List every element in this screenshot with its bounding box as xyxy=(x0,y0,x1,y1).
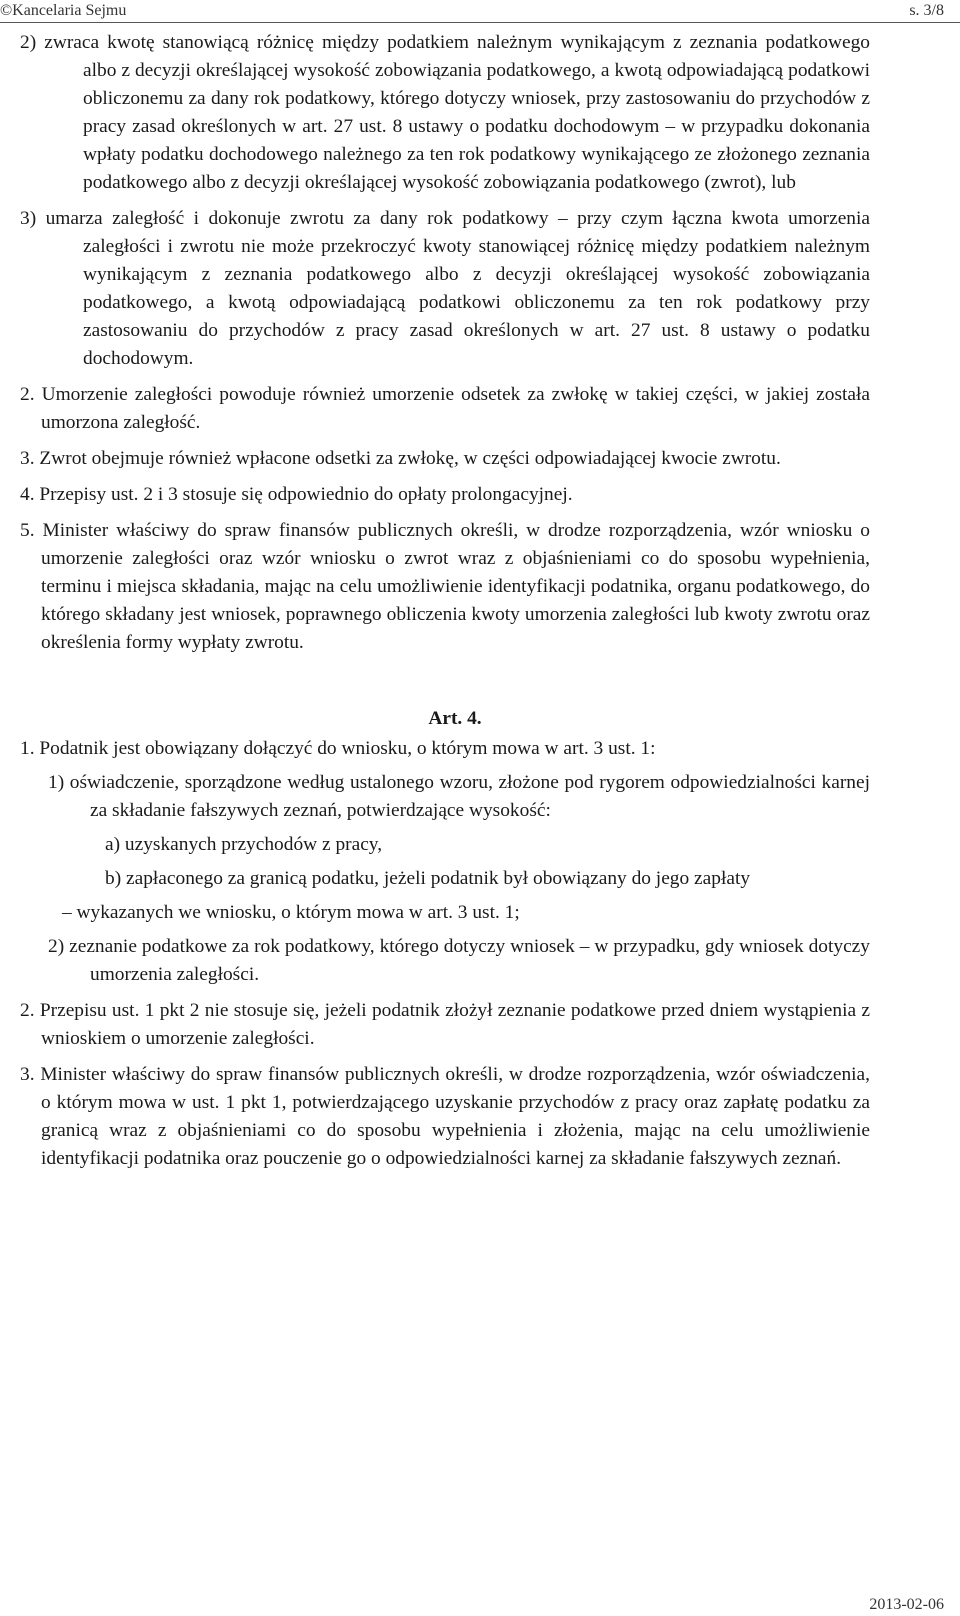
document-body xyxy=(20,29,870,1173)
art4-letter-b: b) zapłaconego za granicą podatku, jeżeli podatnik był obowiązany do jego zapłaty xyxy=(105,868,751,889)
art4-point-1: 1) oświadczenie, sporządzone według ustalonego wzoru, złożone pod rygorem odpowiedzialności karnej za składanie fałszywych zeznań, potwierdzające wysokość: xyxy=(48,772,870,821)
paragraph-2: 2. Umorzenie zaległości powoduje również umorzenie odsetek za zwłokę w takiej części, w jakiej została umorzona zaległość. xyxy=(20,384,870,433)
paragraph-3: 3. Zwrot obejmuje również wpłacone odsetki za zwłokę, w części odpowiadającej kwocie zwrotu. xyxy=(20,448,781,469)
paragraph-5: 5. Minister właściwy do spraw finansów publicznych określi, w drodze rozporządzenia, wzór wniosku o umorzenie zaległości oraz wzór wniosku o zwrot wraz z objaśnieniami co do sposobu wypełnienia, terminu i miejsca składania, mając na celu umożliwienie identyfikacji podatnika, organu podatkowego, do którego składany jest wniosek, poprawnego obliczenia kwoty umorzenia zaległości lub kwoty zwrotu oraz określenia formy wypłaty zwrotu. xyxy=(20,520,870,653)
paragraph-4: 4. Przepisy ust. 2 i 3 stosuje się odpowiednio do opłaty prolongacyjnej. xyxy=(20,484,573,505)
art4-paragraph-2: 2. Przepisu ust. 1 pkt 2 nie stosuje się, jeżeli podatnik złożył zeznanie podatkowe przed dniem wystąpienia z wnioskiem o umorzenie zaległości. xyxy=(20,1000,870,1049)
point-3: 3) umarza zaległość i dokonuje zwrotu za dany rok podatkowy – przy czym łączna kwota umorzenia zaległości i zwrotu nie może przekroczyć kwoty stanowiącej różnicę między podatkiem należnym wynikającym z zeznania podatkowego albo z decyzji określającej wysokość zobowiązania podatkowego, a kwotą odpowiadającą podatkowi obliczonemu za ten rok podatkowy przy zastosowaniu do przychodów z pracy zasad określonych w art. 27 ust. 8 ustawy o podatku dochodowym. xyxy=(20,208,870,369)
footer-date: 2013-02-06 xyxy=(869,1596,944,1613)
art4-dash-clause: – wykazanych we wniosku, o którym mowa w art. 3 ust. 1; xyxy=(62,902,520,923)
article-heading: Art. 4. xyxy=(428,708,482,729)
header-page-number: s. 3/8 xyxy=(909,2,944,19)
art4-point-2: 2) zeznanie podatkowe za rok podatkowy, którego dotyczy wniosek – w przypadku, gdy wniosek dotyczy umorzenia zaległości. xyxy=(48,936,870,985)
header-divider xyxy=(0,22,960,23)
point-2: 2) zwraca kwotę stanowiącą różnicę między podatkiem należnym wynikającym z zeznania podatkowego albo z decyzji określającej wysokość zobowiązania podatkowego, a kwotą odpowiadającą podatkowi obliczonemu za dany rok podatkowy, którego dotyczy wniosek, przy zastosowaniu do przychodów z pracy zasad określonych w art. 27 ust. 8 ustawy o podatku dochodowym – w przypadku dokonania wpłaty podatku dochodowego należnego za ten rok podatkowy wynikającego ze złożonego zeznania podatkowego albo z decyzji określającej wysokość zobowiązania podatkowego (zwrot), lub xyxy=(20,32,870,193)
header-source: ©Kancelaria Sejmu xyxy=(0,2,127,19)
art4-letter-a: a) uzyskanych przychodów z pracy, xyxy=(105,834,383,855)
art4-paragraph-3: 3. Minister właściwy do spraw finansów publicznych określi, w drodze rozporządzenia, wzór oświadczenia, o którym mowa w ust. 1 pkt 1, potwierdzającego uzyskanie przychodów z pracy oraz zapłatę podatku za granicą wraz z objaśnieniami co do sposobu wypełnienia i złożenia, mając na celu umożliwienie identyfikacji podatnika oraz pouczenie go o odpowiedzialności karnej za składanie fałszywych zeznań. xyxy=(20,1064,870,1169)
art4-paragraph-1: 1. Podatnik jest obowiązany dołączyć do wniosku, o którym mowa w art. 3 ust. 1: xyxy=(20,738,656,759)
